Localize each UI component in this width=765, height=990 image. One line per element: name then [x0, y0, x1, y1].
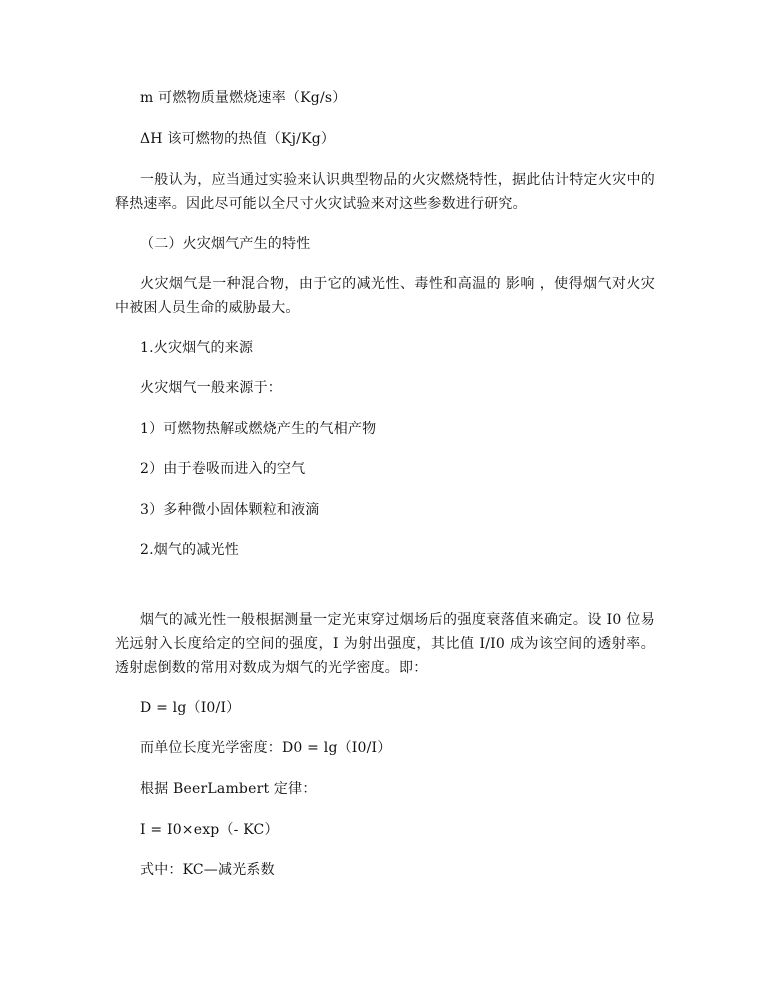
paragraph-light-extinction: 烟气的减光性一般根据测量一定光束穿过烟场后的强度衰落值来确定。设 I0 位易光远射入长度给定的空间的强度，I 为射出强度，其比值 I/I0 成为该空间的透射率。透射虑倒数的常用对数成为烟气的光学密度。即：: [115, 612, 655, 676]
formula-unit-optical-density: 而单位长度光学密度：D0 = lg（I0/I）: [140, 740, 392, 756]
subsection-title-light-extinction: 2.烟气的减光性: [140, 542, 239, 558]
source-item-3: 3）多种微小固体颗粒和液滴: [140, 502, 320, 518]
source-intro: 火灾烟气一般来源于：: [140, 380, 282, 396]
source-item-1: 1）可燃物热解或燃烧产生的气相产物: [140, 421, 377, 437]
formula-optical-density: D = lg（I0/I）: [140, 700, 241, 716]
source-item-2: 2）由于卷吸而进入的空气: [140, 461, 306, 477]
section-title-smoke-characteristics: （二）火灾烟气产生的特性: [140, 236, 311, 252]
mass-burning-rate-definition: m 可燃物质量燃烧速率（Kg/s）: [140, 90, 347, 106]
heat-value-definition: ΔH 该可燃物的热值（Kj/Kg）: [140, 131, 336, 147]
formula-intensity: I = I0×exp（- KC）: [140, 822, 279, 838]
extinction-coefficient-definition: 式中：KC—减光系数: [140, 862, 275, 878]
beer-lambert-law: 根据 BeerLambert 定律：: [140, 781, 317, 797]
paragraph-heat-release: 一般认为，应当通过实验来认识典型物品的火灾燃烧特性，据此估计特定火灾中的释热速率。因此尽可能以全尺寸火灾试验来对这些参数进行研究。: [115, 172, 655, 212]
paragraph-smoke-mixture: 火灾烟气是一种混合物，由于它的减光性、毒性和高温的 影响 ，使得烟气对火灾中被困人员生命的威胁最大。: [115, 276, 655, 316]
subsection-title-smoke-sources: 1.火灾烟气的来源: [140, 340, 254, 356]
